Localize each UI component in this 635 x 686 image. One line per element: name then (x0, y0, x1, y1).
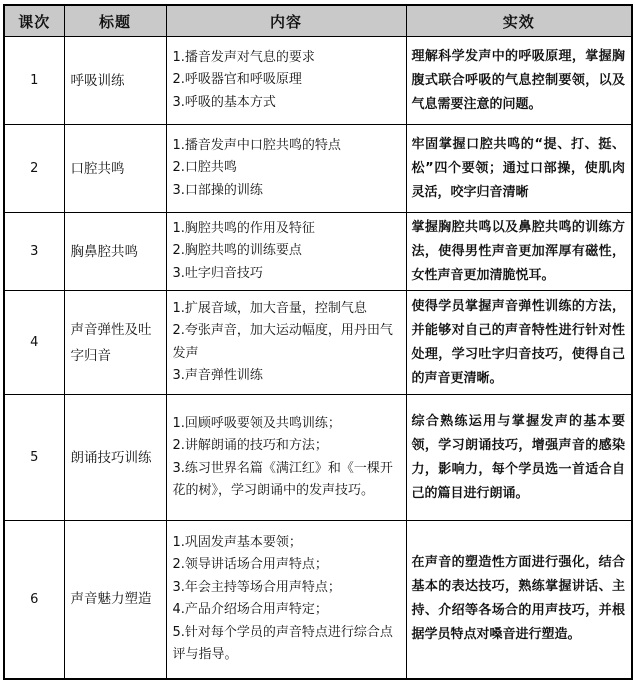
content-line: 3.口部操的训练 (172, 182, 263, 198)
course-table-wrapper (3, 4, 631, 682)
header-title: 标题 (64, 5, 166, 37)
lesson-content (166, 125, 406, 213)
lesson-content (166, 395, 406, 521)
lesson-title: 胸鼻腔共鸣 (64, 213, 166, 291)
lesson-effect: 综合熟练运用与掌握发声的基本要领，学习朗诵技巧，增强声音的感染力，影响力，每个学员选一首适合自己的篇目进行朗诵。 (406, 395, 632, 521)
content-line: 1.回顾呼吸要领及共鸣训练； (172, 415, 341, 431)
lesson-number: 6 (4, 521, 64, 679)
lesson-number: 3 (4, 213, 64, 291)
content-line: 3.吐字归音技巧 (172, 265, 263, 281)
lesson-effect: 牢固掌握口腔共鸣的“提、打、挺、松”四个要领；通过口部操，使肌肉灵活，咬字归音清晰 (406, 125, 632, 213)
lesson-effect: 在声音的塑造性方面进行强化，结合基本的表达技巧，熟练掌握讲话、主持、介绍等各场合的用声技巧，并根据学员特点对嗓音进行塑造。 (406, 521, 632, 679)
header-row (4, 5, 632, 37)
lesson-title: 声音弹性及吐字归音 (64, 291, 166, 395)
content-line: 2.夸张声音，加大运动幅度，用丹田气发声 (172, 323, 393, 361)
lesson-effect: 使得学员掌握声音弹性训练的方法，并能够对自己的声音特性进行针对性处理，学习吐字归音技巧，使得自己的声音更清晰。 (406, 291, 632, 395)
header-lesson: 课次 (4, 5, 64, 37)
table-row (4, 37, 632, 125)
lesson-effect: 掌握胸腔共鸣以及鼻腔共鸣的训练方法，使得男性声音更加浑厚有磁性，女性声音更加清脆悦耳。 (406, 213, 632, 291)
lesson-number: 2 (4, 125, 64, 213)
content-line: 2.胸腔共鸣的训练要点 (172, 243, 302, 259)
lesson-number: 1 (4, 37, 64, 125)
lesson-number: 4 (4, 291, 64, 395)
content-line: 2.口腔共鸣 (172, 160, 237, 176)
lesson-content (166, 213, 406, 291)
lesson-title: 口腔共鸣 (64, 125, 166, 213)
content-line: 1.胸腔共鸣的作用及特征 (172, 220, 315, 236)
lesson-title: 朗诵技巧训练 (64, 395, 166, 521)
content-line: 2.领导讲话场合用声特点； (172, 557, 328, 573)
lesson-content (166, 291, 406, 395)
content-line: 1.扩展音域，加大音量，控制气息 (172, 300, 367, 316)
table-row (4, 291, 632, 395)
content-line: 1.巩固发声基本要领； (172, 534, 302, 550)
content-line: 3.年会主持等场合用声特点； (172, 579, 341, 595)
content-line: 3.声音弹性训练 (172, 368, 263, 383)
lesson-title: 呼吸训练 (64, 37, 166, 125)
content-line: 2.讲解朗诵的技巧和方法； (172, 438, 328, 453)
content-line: 3.练习世界名篇《满江红》和《一棵开花的树》，学习朗诵中的发声技巧。 (172, 460, 393, 498)
lesson-effect: 理解科学发声中的呼吸原理，掌握胸腹式联合呼吸的气息控制要领，以及气息需要注意的问题。 (406, 37, 632, 125)
table-row (4, 395, 632, 521)
lesson-title: 声音魅力塑造 (64, 521, 166, 679)
header-content: 内容 (166, 5, 406, 37)
content-line: 5.针对每个学员的声音特点进行综合点评与指导。 (172, 624, 393, 663)
content-line: 2.呼吸器官和呼吸原理 (172, 72, 302, 88)
content-line: 3.呼吸的基本方式 (172, 94, 276, 110)
lesson-content (166, 37, 406, 125)
content-line: 1.播音发声对气息的要求 (172, 49, 315, 65)
header-effect: 实效 (406, 5, 632, 37)
table-row (4, 125, 632, 213)
lesson-content (166, 521, 406, 679)
content-line: 1.播音发声中口腔共鸣的特点 (172, 137, 341, 153)
table-row (4, 521, 632, 679)
content-line: 4.产品介绍场合用声特定； (172, 602, 328, 618)
course-table (3, 4, 633, 680)
lesson-number: 5 (4, 395, 64, 521)
table-row (4, 213, 632, 291)
